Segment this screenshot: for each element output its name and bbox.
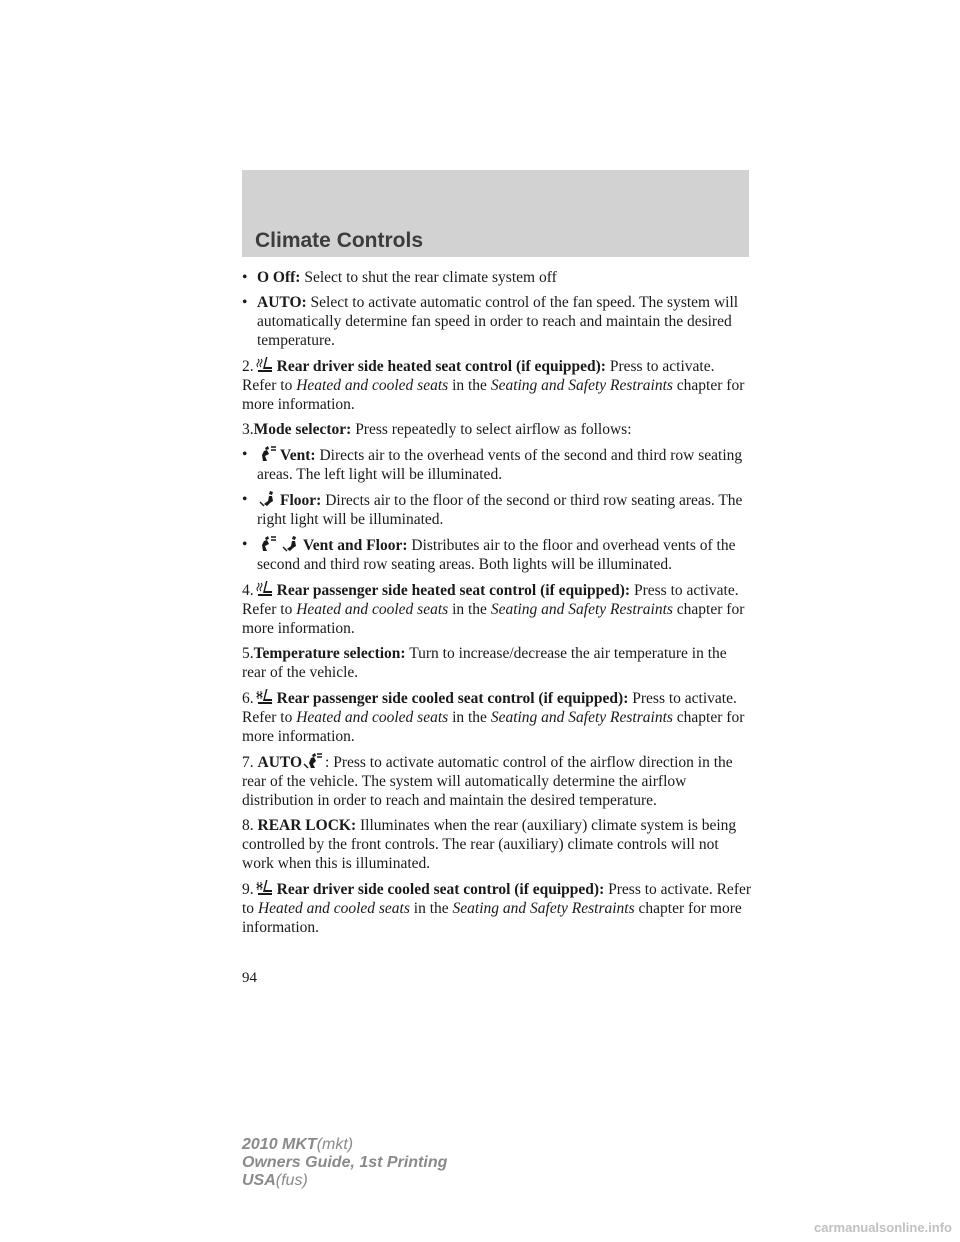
item-3 xyxy=(242,420,752,439)
bullet-vent xyxy=(242,445,752,484)
bullet-dot: • xyxy=(242,491,248,508)
footer-model-code: (mkt) xyxy=(316,1136,354,1153)
vent-label: Vent: xyxy=(280,447,316,464)
item-3-label: Mode selector: xyxy=(253,421,352,438)
vent-floor-label: Vent and Floor: xyxy=(303,537,408,554)
cooled-seat-icon xyxy=(255,879,275,897)
auto-label: AUTO: xyxy=(257,294,307,311)
bullet-floor xyxy=(242,490,752,529)
item-6-ref1: Heated and cooled seats xyxy=(296,709,449,726)
item-6-text1: Press to activate. Refer to xyxy=(242,690,737,726)
heated-seat-icon xyxy=(255,580,275,598)
item-number: 7. xyxy=(242,754,254,771)
item-2-ref2: Seating and Safety Restraints xyxy=(490,377,673,394)
item-7-label: AUTO xyxy=(257,754,303,771)
item-6-ref2: Seating and Safety Restraints xyxy=(490,709,673,726)
floor-airflow-icon xyxy=(258,490,278,508)
item-6 xyxy=(242,688,752,746)
item-9-ref1: Heated and cooled seats xyxy=(257,900,410,917)
footer xyxy=(242,1136,447,1190)
item-5-label: Temperature selection: xyxy=(253,645,406,662)
bullet-o-off xyxy=(242,268,752,287)
vent-airflow-icon xyxy=(258,535,278,553)
vent-text: Directs air to the overhead vents of the second and third row seating areas. The left light will be illuminated. xyxy=(257,447,743,483)
item-4-text3: chapter for more information. xyxy=(242,601,745,637)
item-9-label: Rear driver side cooled seat control (if equipped): xyxy=(276,881,605,898)
item-6-text3: chapter for more information. xyxy=(242,709,745,745)
item-7 xyxy=(242,752,752,810)
item-4-text2: in the xyxy=(452,601,487,618)
item-4-text1: Press to activate. Refer to xyxy=(242,582,739,618)
page-number: 94 xyxy=(242,970,257,986)
item-number: 3. xyxy=(242,421,254,438)
item-8-label: REAR LOCK: xyxy=(257,817,357,834)
item-3-text: Press repeatedly to select airflow as follows: xyxy=(355,421,632,438)
heated-seat-icon xyxy=(255,356,275,374)
bullet-dot: • xyxy=(242,269,248,286)
floor-label: Floor: xyxy=(280,492,322,509)
item-2-ref1: Heated and cooled seats xyxy=(296,377,449,394)
item-6-text2: in the xyxy=(452,709,487,726)
footer-market: USA xyxy=(242,1172,276,1189)
auto-airflow-icon xyxy=(303,752,323,770)
item-9-ref2: Seating and Safety Restraints xyxy=(452,900,635,917)
item-8-text: Illuminates when the rear (auxiliary) climate system is being controlled by the front controls. The rear (auxiliary) climate controls will not work when this is illuminated. xyxy=(242,817,737,872)
item-9-text3: chapter for more information. xyxy=(242,900,742,936)
item-4-ref2: Seating and Safety Restraints xyxy=(490,601,673,618)
bullet-dot: • xyxy=(242,536,248,553)
floor-text: Directs air to the floor of the second or third row seating areas. The right light will be illuminated. xyxy=(257,492,743,528)
cooled-seat-icon xyxy=(255,688,275,706)
body-text xyxy=(242,268,752,943)
item-6-label: Rear passenger side cooled seat control (if equipped): xyxy=(276,690,629,707)
footer-market-code: (fus) xyxy=(275,1172,308,1189)
item-number: 4. xyxy=(242,582,254,599)
item-8 xyxy=(242,816,752,873)
o-off-text: Select to shut the rear climate system off xyxy=(304,269,557,286)
item-2-text2: in the xyxy=(452,377,487,394)
watermark: carmanualsonline.info xyxy=(814,1220,952,1235)
item-4-ref1: Heated and cooled seats xyxy=(296,601,449,618)
item-7-text: : Press to activate automatic control of the airflow direction in the rear of the vehicle. The system will automatically determine the airflow distribution in order to reach and maintain the desired temperature. xyxy=(242,754,733,809)
footer-model: 2010 MKT xyxy=(242,1136,317,1153)
vent-airflow-icon xyxy=(258,445,278,463)
item-number: 2. xyxy=(242,358,254,375)
item-4-label: Rear passenger side heated seat control (if equipped): xyxy=(276,582,631,599)
item-9-text1: Press to activate. Refer to xyxy=(242,881,752,917)
bullet-vent-floor xyxy=(242,535,752,574)
floor-airflow-icon xyxy=(281,535,301,553)
bullet-dot: • xyxy=(242,446,248,463)
o-off-label: O Off: xyxy=(257,269,301,286)
auto-text: Select to activate automatic control of the fan speed. The system will automatically determine fan speed in order to reach and maintain the desired temperature. xyxy=(257,294,739,349)
item-number: 6. xyxy=(242,690,254,707)
item-2 xyxy=(242,356,752,414)
section-title: Climate Controls xyxy=(255,229,424,252)
bullet-auto xyxy=(242,293,752,350)
item-5-text: Turn to increase/decrease the air temperature in the rear of the vehicle. xyxy=(242,645,727,681)
item-number: 8. xyxy=(242,817,254,834)
item-number: 9. xyxy=(242,881,254,898)
footer-guide: Owners Guide, 1st Printing xyxy=(242,1154,448,1171)
item-5 xyxy=(242,644,752,682)
item-9 xyxy=(242,879,752,937)
bullet-dot: • xyxy=(242,294,248,311)
item-9-text2: in the xyxy=(413,900,449,917)
item-4 xyxy=(242,580,752,638)
item-number: 5. xyxy=(242,645,254,662)
item-2-label: Rear driver side heated seat control (if equipped): xyxy=(276,358,606,375)
item-2-text1: Press to activate. Refer to xyxy=(242,358,715,394)
vent-floor-text: Distributes air to the floor and overhead vents of the second and third row seating areas. Both lights will be illuminated. xyxy=(257,537,736,573)
item-2-text3: chapter for more information. xyxy=(242,377,745,413)
